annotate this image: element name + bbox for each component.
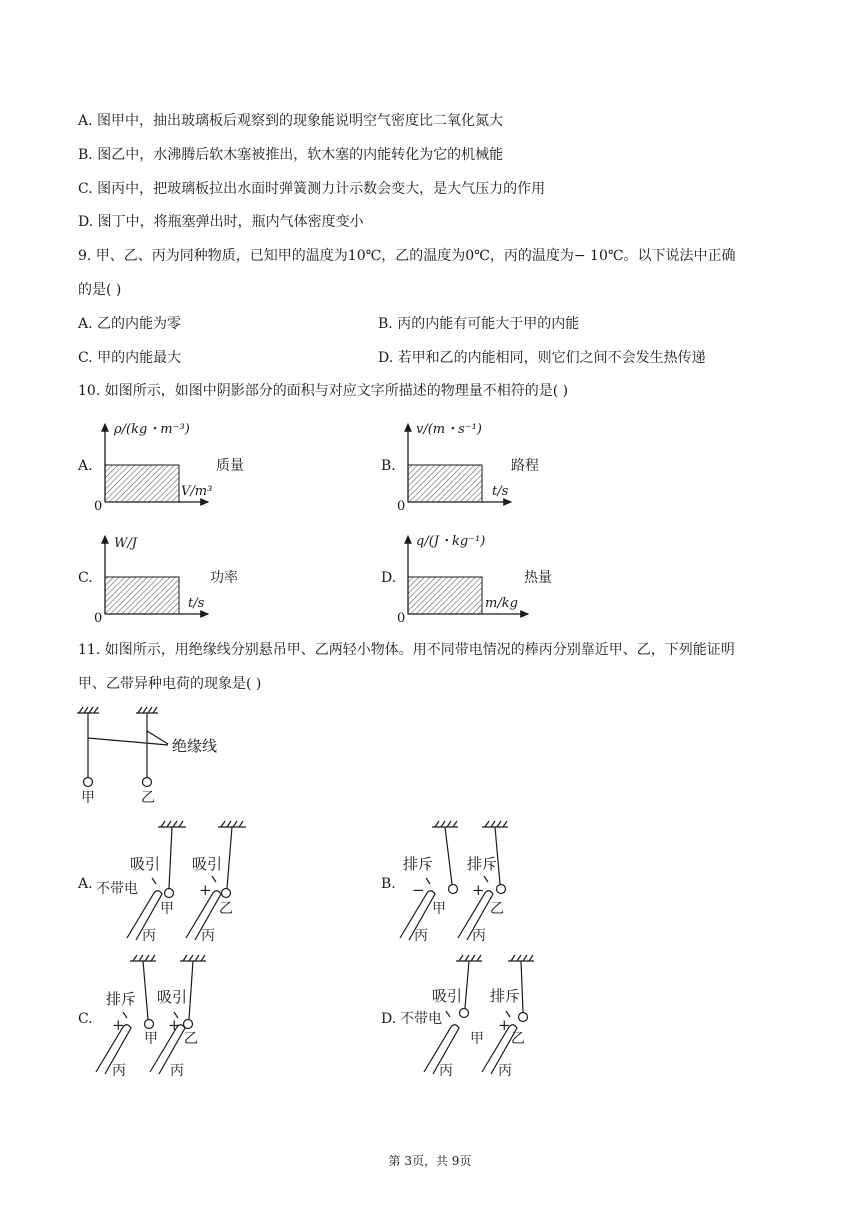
q11-d-ball2: 乙 xyxy=(511,1031,525,1047)
q10-graph-a-quantity: 质量 xyxy=(216,458,244,474)
q10-graph-d-xlabel: m/kg xyxy=(485,596,518,611)
q10-graph-a-origin: 0 xyxy=(94,499,103,514)
q10-graph-d-origin: 0 xyxy=(397,611,406,626)
q11-d-right-rod-charge: + xyxy=(498,1016,511,1034)
q11-a-left-rod-charge: 不带电 xyxy=(96,881,138,897)
q11-b-rod-left: 丙 xyxy=(414,928,428,944)
q11-d-ball1: 甲 xyxy=(470,1031,484,1047)
q11-main-figure xyxy=(77,707,168,787)
q11-b-right-effect: 排斥 xyxy=(467,855,498,873)
q9-option-d: D. 若甲和乙的内能相同，则它们之间不会发生热传递 xyxy=(378,350,706,366)
q9-option-c: C. 甲的内能最大 xyxy=(78,350,182,366)
q11-d-rod-left: 丙 xyxy=(439,1063,453,1079)
q11-a-right-rod-charge: + xyxy=(199,881,212,899)
q11-a-right-effect: 吸引 xyxy=(192,855,223,873)
q10-graph-d-ylabel: q/(J・kg⁻¹) xyxy=(416,534,486,549)
q10-graph-b-label: B. xyxy=(381,458,396,474)
q11-c-left-rod-charge: + xyxy=(112,1016,125,1034)
q10-graph-b-origin: 0 xyxy=(397,499,406,514)
q10-graph-b-xlabel: t/s xyxy=(492,484,509,499)
q8-option-c: C. 图丙中，把玻璃板拉出水面时弹簧测力计示数会变大，是大气压力的作用 xyxy=(78,181,546,197)
q11-stem-line2: 甲、乙带异种电荷的现象是( ) xyxy=(78,676,262,692)
q10-graph-a-ylabel: ρ/(kg・m⁻³) xyxy=(114,422,190,437)
q8-option-b: B. 图乙中，水沸腾后软木塞被推出，软木塞的内能转化为它的机械能 xyxy=(78,147,504,163)
q11-b-left-rod-charge: − xyxy=(412,881,425,899)
q10-graph-c-quantity: 功率 xyxy=(210,570,238,586)
q11-a-ball2: 乙 xyxy=(219,901,233,917)
q11-d-rod-right: 丙 xyxy=(498,1063,512,1079)
q11-option-a xyxy=(77,821,246,944)
q10-graph-d-quantity: 热量 xyxy=(524,570,552,586)
q11-option-b xyxy=(381,821,508,944)
q11-b-rod-right: 丙 xyxy=(472,928,486,944)
q11-c-left-effect: 排斥 xyxy=(106,990,137,1008)
q11-option-c xyxy=(78,955,206,1079)
q10-graph-b-ylabel: v/(m・s⁻¹) xyxy=(416,422,482,437)
q11-ball2-label: 乙 xyxy=(141,790,155,806)
q11-d-left-effect: 吸引 xyxy=(432,987,463,1005)
q10-graph-c-origin: 0 xyxy=(94,611,103,626)
q10-graph-b-quantity: 路程 xyxy=(511,458,539,474)
q11-a-rod-left: 丙 xyxy=(142,928,156,944)
q11-a-left-effect: 吸引 xyxy=(130,855,161,873)
q11-c-right-rod-charge: + xyxy=(168,1016,181,1034)
q9-option-a: A. 乙的内能为零 xyxy=(78,316,182,332)
q11-c-ball1: 甲 xyxy=(144,1031,158,1047)
q10-graph-d-label: D. xyxy=(381,570,397,586)
q10-graph-a-xlabel: V/m³ xyxy=(181,484,213,499)
q11-stem-line1: 11. 如图所示，用绝缘线分别悬吊甲、乙两轻小物体。用不同带电情况的棒丙分别靠近甲、乙，下列能证明 xyxy=(78,642,735,658)
q11-option-a-label: A. xyxy=(78,876,93,892)
q10-graph-a-label: A. xyxy=(78,458,93,474)
q11-c-rod-right: 丙 xyxy=(170,1063,184,1079)
q11-a-ball1: 甲 xyxy=(160,901,174,917)
q10-graph-c-xlabel: t/s xyxy=(188,596,205,611)
q9-stem-line1: 9. 甲、乙、丙为同种物质，已知甲的温度为10℃，乙的温度为0℃，丙的温度为− 10℃。以下说法中正确 xyxy=(78,248,736,264)
q11-b-left-effect: 排斥 xyxy=(403,855,434,873)
page-footer: 第 3页，共 9页 xyxy=(388,1154,472,1168)
q11-option-c-label: C. xyxy=(78,1011,93,1027)
q8-option-a: A. 图甲中，抽出玻璃板后观察到的现象能说明空气密度比二氧化氮大 xyxy=(78,113,504,129)
q11-d-left-rod-charge: 不带电 xyxy=(400,1011,442,1027)
q9-option-b: B. 丙的内能有可能大于甲的内能 xyxy=(378,316,580,332)
q10-graph-c-ylabel: W/J xyxy=(114,536,137,551)
q11-option-b-label: B. xyxy=(381,876,396,892)
q10-graph-c-label: C. xyxy=(78,570,93,586)
q11-b-ball1: 甲 xyxy=(432,901,446,917)
q11-b-ball2: 乙 xyxy=(490,901,504,917)
q11-thread-label: 绝缘线 xyxy=(172,737,218,755)
q8-option-d: D. 图丁中，将瓶塞弹出时，瓶内气体密度变小 xyxy=(78,214,364,230)
q10-stem: 10. 如图所示，如图中阴影部分的面积与对应文字所描述的物理量不相符的是( ) xyxy=(78,383,569,399)
q11-option-d-label: D. xyxy=(381,1011,397,1027)
q9-stem-line2: 的是( ) xyxy=(78,282,122,298)
q11-c-right-effect: 吸引 xyxy=(157,988,188,1006)
q11-c-rod-left: 丙 xyxy=(112,1063,126,1079)
q11-c-ball2: 乙 xyxy=(184,1031,198,1047)
q11-option-d xyxy=(381,955,534,1079)
q11-a-rod-right: 丙 xyxy=(201,928,215,944)
q11-b-right-rod-charge: + xyxy=(472,881,485,899)
q11-ball1-label: 甲 xyxy=(81,790,95,806)
q11-d-right-effect: 排斥 xyxy=(490,987,521,1005)
